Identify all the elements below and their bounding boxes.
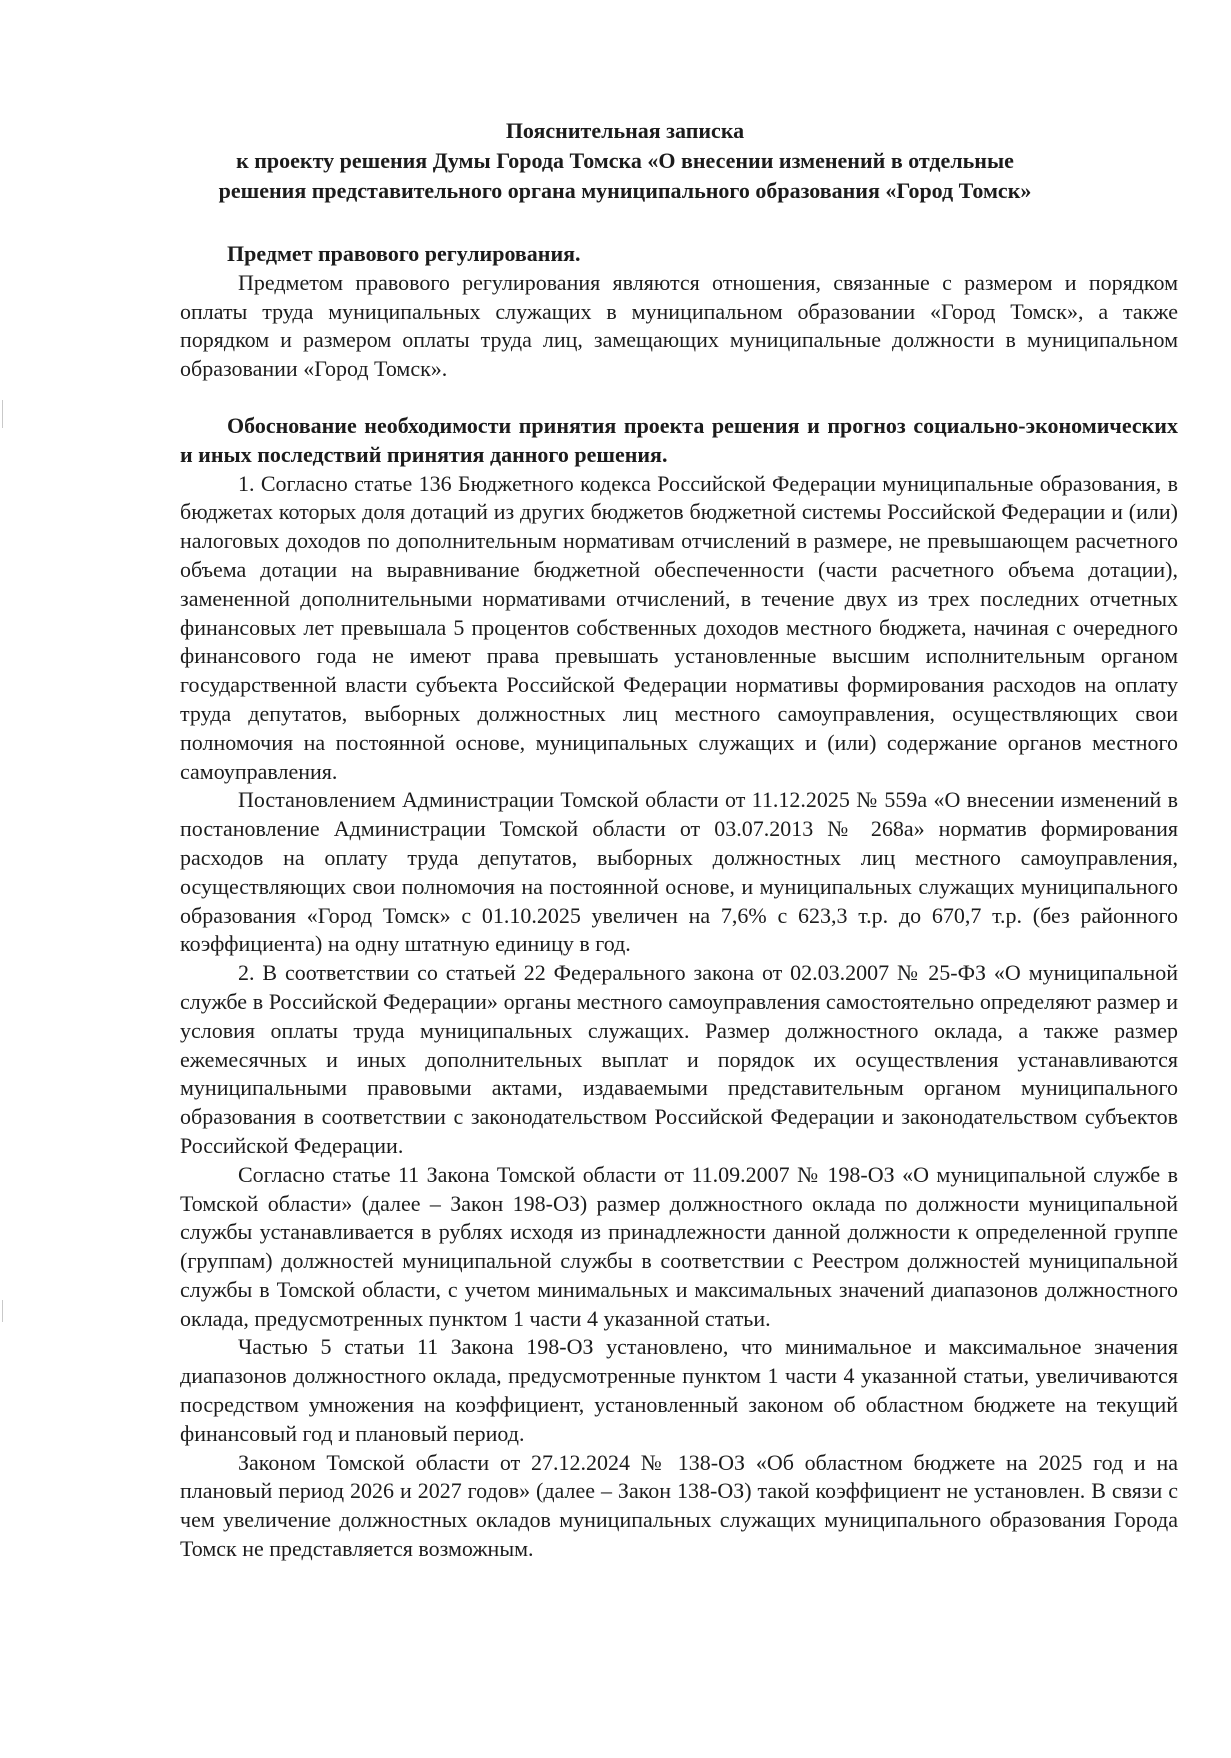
title-line: к проекту решения Думы Города Томска «О внесении изменений в отдельные [236, 148, 1014, 173]
paragraph: Постановлением Администрации Томской области от 11.12.2025 № 559а «О внесении изменений в постановление Администрации Томской области от 03.07.2013 № 268а» норматив формирования расходов на оплату труда депутатов, выборных должностных лиц местного самоуправления, осуществляющих свои полномочия на постоянной основе, и муниципальных служащих муниципального образования «Город Томск» с 01.10.2025 увеличен на 7,6% с 623,3 т.р. до 670,7 т.р. (без районного коэффициента) на одну штатную единицу в год. [180, 787, 1178, 957]
scan-edge-mark [2, 1300, 3, 1322]
paragraph: 2. В соответствии со статьей 22 Федерального закона от 02.03.2007 № 25-ФЗ «О муниципальной службе в Российской Федерации» органы местного самоуправления самостоятельно определяют размер и условия оплаты труда муниципальных служащих. Размер должностного оклада, а также размер ежемесячных и иных дополнительных выплат и порядок их осуществления устанавливаются муниципальными правовыми актами, издаваемыми представительным органом муниципального образования в соответствии с законодательством Российской Федерации и законодательством субъектов Российской Федерации. [180, 960, 1178, 1158]
paragraph: Частью 5 статьи 11 Закона 198-ОЗ установлено, что минимальное и максимальное значения диапазонов должностного оклада, предусмотренные пунктом 1 части 4 указанной статьи, увеличиваются посредством умножения на коэффициент, установленный законом об областном бюджете на текущий финансовый год и плановый период. [180, 1334, 1178, 1446]
paragraph: Предметом правового регулирования являются отношения, связанные с размером и порядком оплаты труда муниципальных служащих в муниципальном образовании «Город Томск», а также порядком и размером оплаты труда лиц, замещающих муниципальные должности в муниципальном образовании «Город Томск». [180, 269, 1178, 382]
section-heading-subject: Предмет правового регулирования. [227, 241, 581, 266]
title-line: решения представительного органа муниципального образования «Город Томск» [218, 178, 1032, 203]
scan-edge-mark [2, 400, 3, 428]
title-line: Пояснительная записка [505, 118, 745, 143]
paragraph: Законом Томской области от 27.12.2024 № 138-ОЗ «Об областном бюджете на 2025 год и на плановый период 2026 и 2027 годов» (далее – Закон 138-ОЗ) такой коэффициент не установлен. В связи с чем увеличение должностных окладов муниципальных служащих муниципального образования Города Томск не представляется возможным. [180, 1449, 1178, 1562]
document-title [120, 116, 1130, 206]
document-body [180, 240, 1178, 1564]
paragraph: Согласно статье 11 Закона Томской области от 11.09.2007 № 198-ОЗ «О муниципальной службе в Томской области» (далее – Закон 198-ОЗ) размер должностного оклада по должности муниципальной службы устанавливается в рублях исходя из принадлежности данной должности к определенной группе (группам) должностей муниципальной службы в соответствии с Реестром должностей муниципальной службы в Томской области, с учетом минимальных и максимальных значений диапазонов должностного оклада, предусмотренных пунктом 1 части 4 указанной статьи. [180, 1161, 1178, 1331]
paragraph: 1. Согласно статье 136 Бюджетного кодекса Российской Федерации муниципальные образования, в бюджетах которых доля дотаций из других бюджетов бюджетной системы Российской Федерации и (или) налоговых доходов по дополнительным нормативам отчислений в размере, не превышающем расчетного объема дотации на выравнивание бюджетной обеспеченности (части расчетного объема дотации), замененной дополнительными нормативами отчислений, в течение двух из трех последних отчетных финансовых лет превышала 5 процентов собственных доходов местного бюджета, начиная с очередного финансового года не имеют права превышать установленные высшим исполнительным органом государственной власти субъекта Российской Федерации нормативы формирования расходов на оплату труда депутатов, выборных должностных лиц местного самоуправления, осуществляющих свои полномочия на постоянной основе, муниципальных служащих и (или) содержание органов местного самоуправления. [180, 470, 1178, 784]
section-heading-justification: Обоснование необходимости принятия проекта решения и прогноз социально-экономических и иных последствий принятия данного решения. [180, 412, 1178, 467]
spacer [180, 384, 1178, 412]
